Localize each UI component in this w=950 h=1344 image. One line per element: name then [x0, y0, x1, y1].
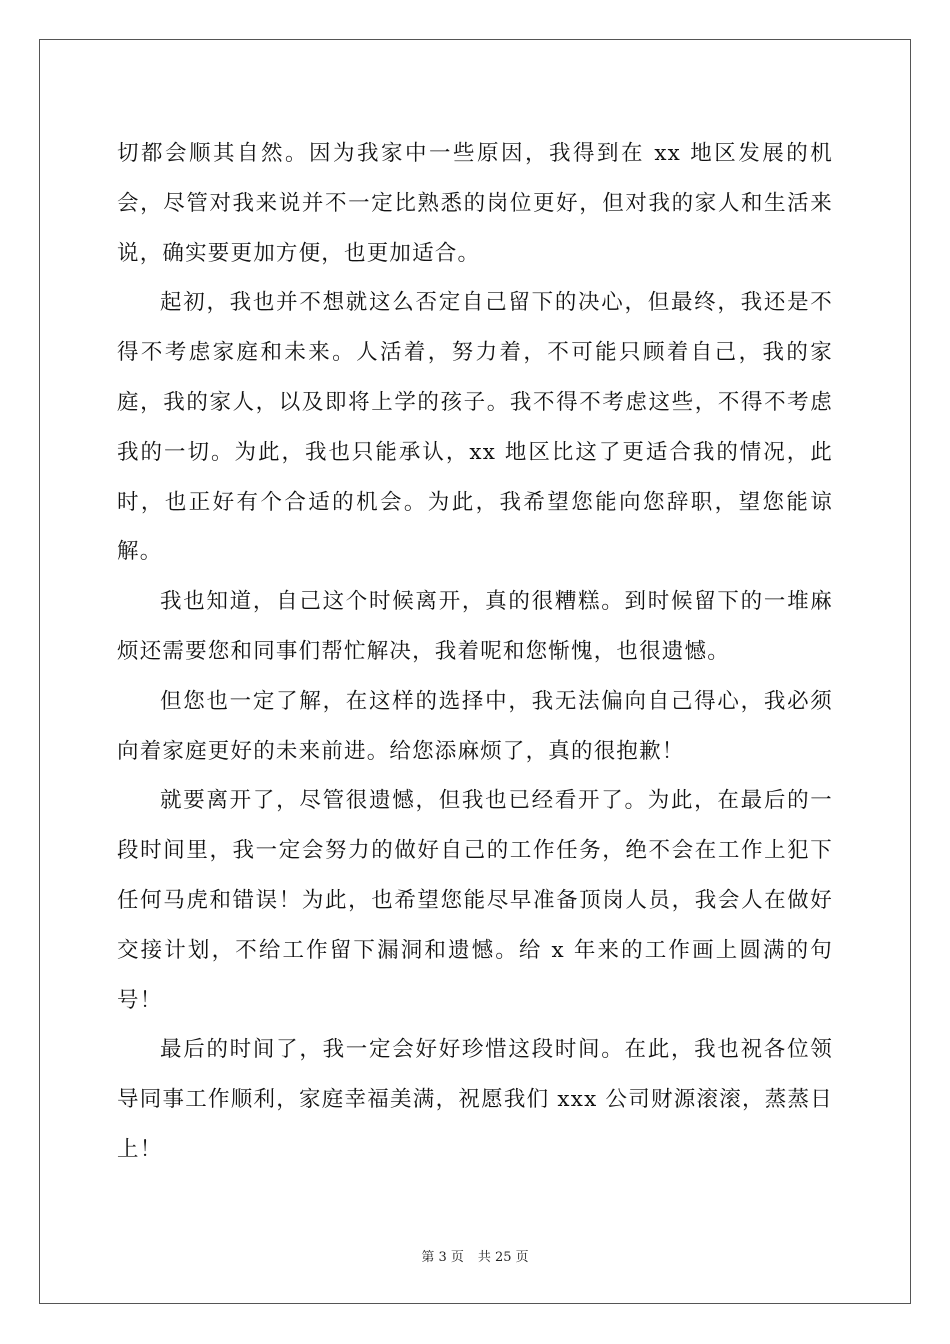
document-body	[117, 129, 833, 1175]
page-number: 第 3 页	[421, 1250, 464, 1265]
paragraph-5: 就要离开了，尽管很遗憾，但我也已经看开了。为此，在最后的一段时间里，我一定会努力的做好自己的工作任务，绝不会在工作上犯下任何马虎和错误！为此，也希望您能尽早准备顶岗人员，我会人在做好交接计划，不给工作留下漏洞和遗憾。给 x 年来的工作画上圆满的句号！	[117, 788, 833, 1013]
page-footer	[0, 1249, 950, 1267]
paragraph-6: 最后的时间了，我一定会好好珍惜这段时间。在此，我也祝各位领导同事工作顺利，家庭幸福美满，祝愿我们 xxx 公司财源滚滚，蒸蒸日上！	[117, 1037, 833, 1162]
paragraph-2: 起初，我也并不想就这么否定自己留下的决心，但最终，我还是不得不考虑家庭和未来。人活着，努力着，不可能只顾着自己，我的家庭，我的家人，以及即将上学的孩子。我不得不考虑这些，不得不考虑我的一切。为此，我也只能承认，xx 地区比这了更适合我的情况，此时，也正好有个合适的机会。为此，我希望您能向您辞职，望您能谅解。	[117, 290, 833, 565]
paragraph-1: 切都会顺其自然。因为我家中一些原因，我得到在 xx 地区发展的机会，尽管对我来说并不一定比熟悉的岗位更好，但对我的家人和生活来说，确实要更加方便，也更加适合。	[117, 141, 833, 266]
paragraph-4: 但您也一定了解，在这样的选择中，我无法偏向自己得心，我必须向着家庭更好的未来前进。给您添麻烦了，真的很抱歉！	[117, 688, 833, 764]
page-total: 共 25 页	[477, 1250, 529, 1265]
paragraph-3: 我也知道，自己这个时候离开，真的很糟糕。到时候留下的一堆麻烦还需要您和同事们帮忙解决，我着呢和您惭愧，也很遗憾。	[117, 589, 833, 664]
